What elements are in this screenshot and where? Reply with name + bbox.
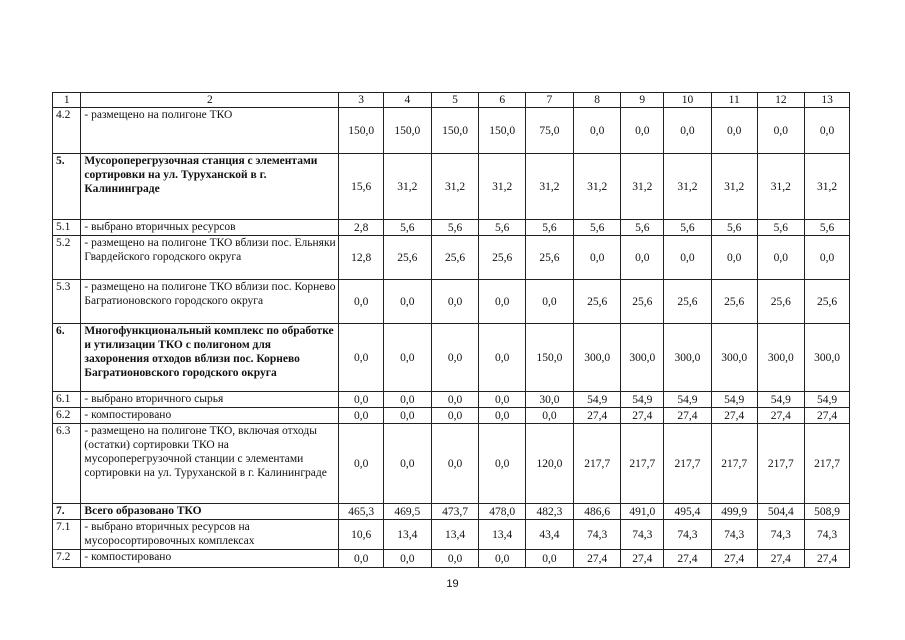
row-label-cell: - выбрано вторичного сырья	[81, 392, 339, 408]
value-cell: 31,2	[805, 154, 850, 220]
value-cell: 31,2	[431, 154, 479, 220]
value-cell: 469,5	[383, 504, 431, 520]
row-label-cell: - размещено на полигоне ТКО вблизи пос. Корнево Багратионовского городского округа	[81, 280, 339, 324]
row-number-cell: 5.2	[53, 236, 81, 280]
value-cell: 0,0	[383, 424, 431, 504]
value-cell: 25,6	[805, 280, 850, 324]
value-cell: 491,0	[621, 504, 664, 520]
column-header: 3	[339, 93, 384, 108]
value-cell: 5,6	[805, 220, 850, 236]
value-cell: 13,4	[431, 520, 479, 550]
value-cell: 0,0	[431, 392, 479, 408]
value-cell: 300,0	[805, 324, 850, 392]
row-number-cell: 5.3	[53, 280, 81, 324]
value-cell: 31,2	[573, 154, 621, 220]
table-row	[53, 520, 850, 550]
value-cell: 5,6	[664, 220, 712, 236]
value-cell: 0,0	[664, 236, 712, 280]
value-cell: 482,3	[526, 504, 574, 520]
value-cell: 217,7	[711, 424, 757, 504]
table-row	[53, 408, 850, 424]
row-label-cell: Всего образовано ТКО	[81, 504, 339, 520]
table-row	[53, 154, 850, 220]
value-cell: 300,0	[573, 324, 621, 392]
value-cell: 74,3	[664, 520, 712, 550]
row-label-cell: Многофункциональный комплекс по обработке и утилизации ТКО с полигоном для захоронения отходов вблизи пос. Корнево Багратионовского городского округа	[81, 324, 339, 392]
value-cell: 31,2	[711, 154, 757, 220]
value-cell: 0,0	[664, 108, 712, 154]
row-number-cell: 5.1	[53, 220, 81, 236]
value-cell: 0,0	[805, 236, 850, 280]
value-cell: 25,6	[573, 280, 621, 324]
value-cell: 0,0	[383, 408, 431, 424]
value-cell: 0,0	[339, 392, 384, 408]
value-cell: 486,6	[573, 504, 621, 520]
value-cell: 54,9	[805, 392, 850, 408]
value-cell: 31,2	[479, 154, 526, 220]
value-cell: 12,8	[339, 236, 384, 280]
row-label-cell: - выбрано вторичных ресурсов на мусоросортировочных комплексах	[81, 520, 339, 550]
column-header: 6	[479, 93, 526, 108]
value-cell: 74,3	[757, 520, 805, 550]
value-cell: 31,2	[383, 154, 431, 220]
value-cell: 25,6	[431, 236, 479, 280]
row-label-cell: Мусороперегрузочная станция с элементами сортировки на ул. Туруханской в г. Калининграде	[81, 154, 339, 220]
value-cell: 27,4	[573, 550, 621, 568]
value-cell: 27,4	[757, 550, 805, 568]
table-row	[53, 550, 850, 568]
value-cell: 27,4	[805, 408, 850, 424]
value-cell: 217,7	[573, 424, 621, 504]
table-row	[53, 236, 850, 280]
value-cell: 27,4	[621, 550, 664, 568]
value-cell: 0,0	[711, 108, 757, 154]
value-cell: 75,0	[526, 108, 574, 154]
value-cell: 499,9	[711, 504, 757, 520]
value-cell: 0,0	[757, 108, 805, 154]
value-cell: 27,4	[621, 408, 664, 424]
value-cell: 0,0	[383, 550, 431, 568]
page-number: 19	[446, 578, 459, 590]
value-cell: 31,2	[621, 154, 664, 220]
value-cell: 54,9	[573, 392, 621, 408]
value-cell: 25,6	[664, 280, 712, 324]
value-cell: 0,0	[431, 324, 479, 392]
value-cell: 0,0	[431, 550, 479, 568]
value-cell: 0,0	[431, 280, 479, 324]
value-cell: 0,0	[526, 408, 574, 424]
value-cell: 0,0	[383, 280, 431, 324]
row-number-cell: 6.	[53, 324, 81, 392]
row-number-cell: 6.3	[53, 424, 81, 504]
column-header: 5	[431, 93, 479, 108]
value-cell: 5,6	[431, 220, 479, 236]
value-cell: 473,7	[431, 504, 479, 520]
row-number-cell: 7.2	[53, 550, 81, 568]
value-cell: 120,0	[526, 424, 574, 504]
column-header: 9	[621, 93, 664, 108]
value-cell: 495,4	[664, 504, 712, 520]
value-cell: 27,4	[805, 550, 850, 568]
table-row	[53, 504, 850, 520]
value-cell: 0,0	[573, 108, 621, 154]
value-cell: 54,9	[757, 392, 805, 408]
column-header: 12	[757, 93, 805, 108]
value-cell: 0,0	[805, 108, 850, 154]
value-cell: 15,6	[339, 154, 384, 220]
value-cell: 27,4	[711, 408, 757, 424]
value-cell: 150,0	[526, 324, 574, 392]
value-cell: 0,0	[431, 408, 479, 424]
row-label-cell: - размещено на полигоне ТКО вблизи пос. Ельняки Гвардейского городского округа	[81, 236, 339, 280]
value-cell: 0,0	[339, 424, 384, 504]
value-cell: 31,2	[664, 154, 712, 220]
table-row	[53, 424, 850, 504]
value-cell: 0,0	[479, 324, 526, 392]
value-cell: 217,7	[757, 424, 805, 504]
column-header: 13	[805, 93, 850, 108]
table-row	[53, 280, 850, 324]
value-cell: 150,0	[479, 108, 526, 154]
value-cell: 0,0	[479, 392, 526, 408]
value-cell: 0,0	[479, 550, 526, 568]
value-cell: 74,3	[805, 520, 850, 550]
value-cell: 5,6	[757, 220, 805, 236]
value-cell: 30,0	[526, 392, 574, 408]
column-header: 11	[711, 93, 757, 108]
row-label-cell: - размещено на полигоне ТКО	[81, 108, 339, 154]
value-cell: 0,0	[383, 324, 431, 392]
value-cell: 74,3	[573, 520, 621, 550]
row-number-cell: 7.	[53, 504, 81, 520]
value-cell: 5,6	[479, 220, 526, 236]
value-cell: 0,0	[526, 550, 574, 568]
value-cell: 0,0	[479, 280, 526, 324]
value-cell: 0,0	[479, 424, 526, 504]
value-cell: 0,0	[431, 424, 479, 504]
value-cell: 5,6	[526, 220, 574, 236]
column-header: 7	[526, 93, 574, 108]
value-cell: 27,4	[711, 550, 757, 568]
column-header: 1	[53, 93, 81, 108]
row-label-cell: - компостировано	[81, 408, 339, 424]
value-cell: 0,0	[339, 324, 384, 392]
value-cell: 0,0	[339, 408, 384, 424]
value-cell: 508,9	[805, 504, 850, 520]
value-cell: 0,0	[573, 236, 621, 280]
value-cell: 0,0	[711, 236, 757, 280]
value-cell: 25,6	[526, 236, 574, 280]
value-cell: 300,0	[711, 324, 757, 392]
waste-balance-table	[52, 92, 850, 568]
value-cell: 0,0	[383, 392, 431, 408]
row-number-cell: 5.	[53, 154, 81, 220]
row-label-cell: - размещено на полигоне ТКО, включая отходы (остатки) сортировки ТКО на мусороперегрузочной станции с элементами сортировки на ул. Туруханской в г. Калининграде	[81, 424, 339, 504]
value-cell: 465,3	[339, 504, 384, 520]
value-cell: 217,7	[621, 424, 664, 504]
value-cell: 25,6	[479, 236, 526, 280]
value-cell: 300,0	[621, 324, 664, 392]
value-cell: 300,0	[664, 324, 712, 392]
value-cell: 25,6	[383, 236, 431, 280]
value-cell: 27,4	[757, 408, 805, 424]
value-cell: 0,0	[621, 108, 664, 154]
value-cell: 27,4	[664, 408, 712, 424]
value-cell: 150,0	[339, 108, 384, 154]
value-cell: 43,4	[526, 520, 574, 550]
value-cell: 504,4	[757, 504, 805, 520]
value-cell: 74,3	[621, 520, 664, 550]
value-cell: 27,4	[573, 408, 621, 424]
value-cell: 27,4	[664, 550, 712, 568]
value-cell: 150,0	[431, 108, 479, 154]
row-number-cell: 7.1	[53, 520, 81, 550]
value-cell: 10,6	[339, 520, 384, 550]
value-cell: 5,6	[711, 220, 757, 236]
column-header: 2	[81, 93, 339, 108]
table-row	[53, 324, 850, 392]
table-header-row	[53, 93, 850, 108]
row-label-cell: - компостировано	[81, 550, 339, 568]
value-cell: 5,6	[383, 220, 431, 236]
value-cell: 0,0	[757, 236, 805, 280]
value-cell: 13,4	[383, 520, 431, 550]
value-cell: 150,0	[383, 108, 431, 154]
value-cell: 31,2	[526, 154, 574, 220]
value-cell: 5,6	[621, 220, 664, 236]
value-cell: 5,6	[573, 220, 621, 236]
value-cell: 25,6	[621, 280, 664, 324]
row-number-cell: 4.2	[53, 108, 81, 154]
value-cell: 25,6	[757, 280, 805, 324]
table-row	[53, 392, 850, 408]
value-cell: 25,6	[711, 280, 757, 324]
row-number-cell: 6.2	[53, 408, 81, 424]
value-cell: 0,0	[339, 550, 384, 568]
value-cell: 0,0	[526, 280, 574, 324]
table-row	[53, 220, 850, 236]
value-cell: 0,0	[339, 280, 384, 324]
value-cell: 54,9	[664, 392, 712, 408]
column-header: 4	[383, 93, 431, 108]
value-cell: 74,3	[711, 520, 757, 550]
value-cell: 13,4	[479, 520, 526, 550]
table-body	[53, 93, 850, 568]
column-header: 8	[573, 93, 621, 108]
value-cell: 217,7	[805, 424, 850, 504]
value-cell: 300,0	[757, 324, 805, 392]
value-cell: 0,0	[621, 236, 664, 280]
value-cell: 217,7	[664, 424, 712, 504]
value-cell: 478,0	[479, 504, 526, 520]
value-cell: 31,2	[757, 154, 805, 220]
column-header: 10	[664, 93, 712, 108]
row-number-cell: 6.1	[53, 392, 81, 408]
value-cell: 54,9	[711, 392, 757, 408]
table-row	[53, 108, 850, 154]
value-cell: 0,0	[479, 408, 526, 424]
value-cell: 54,9	[621, 392, 664, 408]
value-cell: 2,8	[339, 220, 384, 236]
row-label-cell: - выбрано вторичных ресурсов	[81, 220, 339, 236]
